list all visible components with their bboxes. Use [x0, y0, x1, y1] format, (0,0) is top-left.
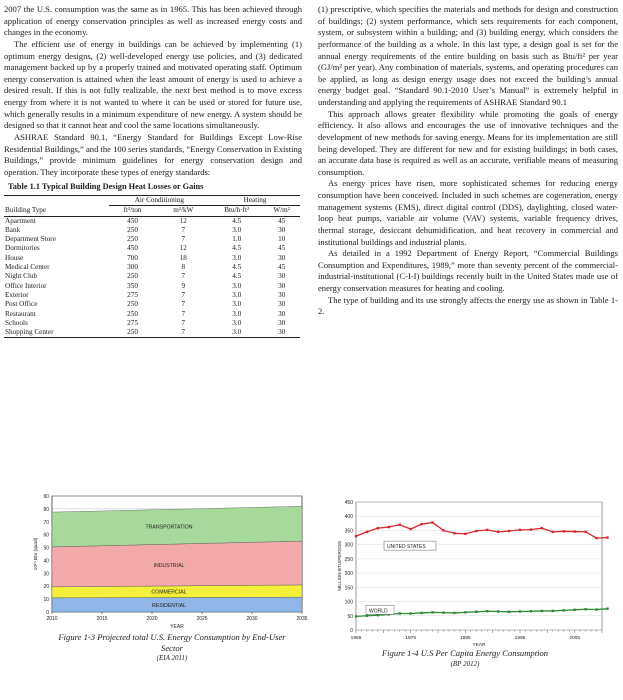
value-cell: 7 — [181, 235, 186, 244]
building-type-cell: Night Club — [5, 272, 38, 281]
figure-1-4-line-chart — [332, 494, 614, 648]
united-states-point — [420, 523, 422, 525]
value-cell: 8 — [181, 263, 186, 272]
series-label: COMMERCIAL — [151, 589, 187, 596]
y-tick-label: 20 — [43, 584, 49, 591]
left-column — [4, 4, 302, 338]
value-cell: 30 — [278, 281, 286, 290]
world-point — [584, 608, 586, 610]
world-point — [409, 612, 411, 614]
table-row — [4, 282, 300, 291]
value-cell: 250 — [127, 225, 138, 234]
united-states-point — [442, 529, 444, 531]
y-tick-label: 90 — [43, 494, 49, 500]
united-states-point — [399, 524, 401, 526]
x-tick-label: 1985 — [459, 636, 471, 641]
value-cell: 7 — [181, 272, 186, 281]
value-cell: 275 — [127, 318, 138, 327]
value-cell: 3.0 — [232, 225, 242, 234]
value-cell: 7 — [181, 300, 186, 309]
world-point — [541, 610, 543, 612]
table-row — [4, 216, 300, 226]
value-cell: 30 — [278, 253, 286, 262]
value-cell: 12 — [179, 244, 187, 253]
table-row — [4, 328, 300, 338]
x-tick-label: 2015 — [96, 616, 108, 622]
value-cell: 1.0 — [232, 235, 242, 244]
world-point — [519, 610, 521, 612]
paragraph: 2007 the U.S. consumption was the same as in 1965. This has been achieved through application of energy conservation principles as well as increased energy costs and changes in the economy. — [4, 4, 302, 38]
figure-1-4-caption: Figure 1-4 U.S Per Capita Energy Consumption — [381, 648, 549, 658]
united-states-point — [595, 537, 597, 539]
x-axis-label: YEAR — [170, 624, 184, 630]
column-header: W/m² — [273, 206, 290, 215]
column-header: ft²/ton — [123, 206, 142, 215]
united-states-point — [388, 526, 390, 528]
world-point — [464, 611, 466, 613]
y-tick-label: 200 — [344, 571, 353, 578]
figure-1-3-caption: Figure 1-3 Projected total U.S. Energy Consumption by End-User Sector — [58, 632, 286, 653]
value-cell: 4.5 — [232, 263, 242, 272]
legend-label: WORLD — [369, 608, 388, 615]
building-type-cell: Shopping Center — [5, 328, 54, 337]
value-cell: 7 — [181, 318, 186, 327]
legend-label: UNITED STATES — [387, 544, 426, 551]
value-cell: 45 — [278, 244, 286, 253]
table-row — [4, 319, 300, 328]
x-tick-label: 2005 — [569, 636, 581, 641]
value-cell: 7 — [181, 328, 186, 337]
heat-loss-table — [4, 195, 300, 338]
united-states-point — [552, 531, 554, 533]
world-point — [475, 611, 477, 613]
world-point — [573, 609, 575, 611]
paragraph: This approach allows greater flexibility while promoting the goals of energy efficiency. It also allows and encourages the use of innovative techniques and the development of new methods for saving energy. Means for its implementation are still being developed. They are different for new and for existing buildings; in both cases, an accurate data base is required as well as an accurate, verifiable means of measuring consumption. — [318, 108, 618, 177]
x-tick-label: 1975 — [405, 636, 417, 641]
paragraph: ASHRAE Standard 90.1, “Energy Standard for Buildings Except Low-Rise Residential Buildings,” and the 100 series standards, “Energy Conservation in Existing Buildings,” provide minimum guidelines for energy conservation design and operation. They incorporate these types of energy standards: — [4, 131, 302, 177]
building-type-cell: Medical Center — [5, 263, 50, 272]
value-cell: 450 — [127, 216, 138, 225]
world-point — [563, 609, 565, 611]
world-point — [497, 610, 499, 612]
united-states-point — [497, 531, 499, 533]
y-tick-label: 100 — [344, 599, 353, 606]
figure-1-4-source: (BP 2012) — [450, 659, 480, 668]
paragraph: As energy prices have risen, more sophisticated schemes for reducing energy consumption have been conceived. Included in such schemes are cogeneration, energy management systems (EMS), direct digital control (DDS), daylighting, closed water-loop heat pumps, variable air volume (VAV) systems, variable frequency drives, thermal storage, desiccant dehumidification, and heat recovery in commercial and institutional buildings and industrial plants. — [318, 178, 618, 247]
value-cell: 3.0 — [232, 281, 242, 290]
value-cell: 3.0 — [232, 309, 242, 318]
world-point — [508, 611, 510, 613]
united-states-point — [606, 536, 608, 538]
y-tick-label: 0 — [46, 610, 49, 616]
united-states-point — [508, 530, 510, 532]
y-tick-label: 40 — [43, 558, 49, 565]
y-axis-label: MILLION BTU/PERSON — [337, 541, 342, 591]
world-point — [486, 610, 488, 612]
paragraph: (1) prescriptive, which specifies the materials and methods for design and construction of buildings; (2) system performance, which sets requirements for each component, system, or subsystem within a building; and (3) building energy, which considers the performance of the building as a whole. In this last type, a design goal is set for the annual energy requirements of the entire building on basis such as Btu/ft² per year (GJ/m² per year). Any combination of materials, systems, and operating procedures can be applied, as long as design energy usage does not exceed the building’s annual energy budget goal. “Standard 90.1-2010 User’s Manual” is extremely helpful in understanding and applying the requirements of ASHRAE Standard 90.1 — [318, 4, 618, 107]
world-point — [366, 615, 368, 617]
united-states-point — [541, 527, 543, 529]
column-header: Btu/h·ft² — [224, 206, 250, 215]
value-cell: 45 — [278, 216, 286, 225]
y-tick-label: 300 — [344, 542, 353, 549]
y-tick-label: 250 — [344, 556, 353, 563]
group-header-heating: Heating — [210, 196, 300, 206]
figure-1-3-area-chart — [30, 490, 312, 630]
value-cell: 250 — [127, 272, 138, 281]
world-point — [453, 612, 455, 614]
y-tick-label: 150 — [344, 585, 353, 592]
world-point — [431, 611, 433, 613]
value-cell: 18 — [179, 253, 187, 262]
y-tick-label: 400 — [344, 514, 353, 521]
paragraph: The efficient use of energy in buildings can be achieved by implementing (1) optimum energy designs, (2) well-developed energy use policies, and (3) dedicated management backed up by a properly trained and motivated operating staff. Optimum energy conservation is attained when the least amount of energy is used to achieve a desired result. If this is not fully realizable, the next best method is to move excess energy from where it is not wanted to where it can be used or stored for future use, which generally results in a minimum expenditure of new energy. A system should be designed so that it cannot heat and cool the same locations simultaneously. — [4, 38, 302, 131]
x-tick-label: 2020 — [146, 616, 158, 622]
building-type-cell: House — [5, 253, 24, 262]
value-cell: 3.0 — [232, 318, 242, 327]
y-tick-label: 450 — [344, 500, 353, 506]
table-header-spacer — [4, 196, 109, 206]
value-cell: 275 — [127, 290, 138, 299]
value-cell: 9 — [181, 281, 186, 290]
world-point — [530, 610, 532, 612]
y-tick-label: 0 — [350, 628, 353, 634]
table-row — [4, 226, 300, 235]
united-states-point — [355, 535, 357, 537]
value-cell: 7 — [181, 309, 186, 318]
value-cell: 30 — [278, 328, 286, 337]
table-row — [4, 244, 300, 253]
united-states-point — [486, 529, 488, 531]
united-states-point — [573, 530, 575, 532]
building-type-cell: Department Store — [5, 235, 56, 244]
value-cell: 30 — [278, 272, 286, 281]
value-cell: 12 — [179, 216, 187, 225]
united-states-point — [377, 527, 379, 529]
world-point — [606, 607, 608, 609]
united-states-point — [563, 530, 565, 532]
table-row — [4, 263, 300, 272]
figure-1-3-source: (EIA 2011) — [156, 654, 188, 662]
x-tick-label: 1965 — [350, 636, 362, 641]
x-tick-label: 2010 — [46, 616, 58, 622]
world-point — [420, 612, 422, 614]
value-cell: 300 — [127, 263, 138, 272]
value-cell: 30 — [278, 309, 286, 318]
building-type-cell: Post Office — [5, 300, 38, 309]
y-tick-label: 80 — [43, 506, 49, 513]
value-cell: 45 — [278, 263, 286, 272]
value-cell: 700 — [127, 253, 138, 262]
united-states-point — [530, 528, 532, 530]
value-cell: 4.5 — [232, 272, 242, 281]
united-states-point — [519, 529, 521, 531]
united-states-point — [464, 533, 466, 535]
column-header: Building Type — [5, 206, 47, 215]
building-type-cell: Apartment — [5, 216, 36, 225]
united-states-point — [431, 521, 433, 523]
building-type-cell: Dormitories — [5, 244, 40, 253]
y-tick-label: 10 — [43, 597, 49, 604]
united-states-point — [475, 530, 477, 532]
table-body — [4, 216, 300, 338]
building-type-cell: Restaurant — [5, 309, 36, 318]
value-cell: 30 — [278, 318, 286, 327]
x-tick-label: 2030 — [246, 616, 258, 622]
table-title: Table 1.1 Typical Building Design Heat Losses or Gains — [8, 182, 204, 192]
united-states-point — [584, 531, 586, 533]
y-axis-label: 10¹⁵ Btu (quad) — [34, 537, 39, 571]
paragraph: The type of building and its use strongly affects the energy use as shown in Table 1-2. — [318, 294, 618, 317]
paragraph: As detailed in a 1992 Department of Energy Report, “Commercial Buildings Consumption and Expenditures, 1989,” more than seventy percent of the commercial-industrial-institutional (C-I-I) buildings recently built in the United States made use of energy conservation measures for heating and cooling. — [318, 248, 618, 293]
world-point — [552, 610, 554, 612]
y-tick-label: 30 — [43, 571, 49, 578]
value-cell: 30 — [278, 290, 286, 299]
table-row — [4, 310, 300, 319]
value-cell: 250 — [127, 328, 138, 337]
group-header-air-conditioning: Air Conditioning — [109, 196, 210, 206]
value-cell: 3.0 — [232, 290, 242, 299]
table-row — [4, 291, 300, 300]
table-row — [4, 235, 300, 244]
value-cell: 450 — [127, 244, 138, 253]
value-cell: 10 — [278, 235, 286, 244]
table-row — [4, 254, 300, 263]
series-label: TRANSPORTATION — [145, 524, 193, 531]
world-point — [399, 612, 401, 614]
table-row — [4, 272, 300, 281]
world-point — [355, 615, 357, 617]
value-cell: 30 — [278, 225, 286, 234]
value-cell: 250 — [127, 235, 138, 244]
value-cell: 4.5 — [232, 244, 242, 253]
building-type-cell: Exterior — [5, 290, 29, 299]
value-cell: 7 — [181, 225, 186, 234]
y-tick-label: 350 — [344, 528, 353, 535]
right-column — [318, 4, 618, 318]
building-type-cell: Bank — [5, 225, 21, 234]
table-row — [4, 300, 300, 309]
column-header: m²/kW — [173, 206, 194, 215]
x-axis-label: YEAR — [472, 643, 486, 648]
united-states-point — [366, 531, 368, 533]
building-type-cell: Schools — [5, 318, 28, 327]
series-label: RESIDENTIAL — [151, 602, 187, 609]
building-type-cell: Office Interior — [5, 281, 47, 290]
value-cell: 3.0 — [232, 300, 242, 309]
world-point — [442, 611, 444, 613]
value-cell: 350 — [127, 281, 138, 290]
figure-1-4-caption-block — [330, 648, 600, 669]
value-cell: 250 — [127, 300, 138, 309]
x-tick-label: 2035 — [296, 616, 308, 622]
value-cell: 3.0 — [232, 328, 242, 337]
x-tick-label: 1995 — [514, 636, 526, 641]
series-label: INDUSTRIAL — [153, 562, 185, 569]
x-tick-label: 2025 — [196, 616, 208, 622]
y-tick-label: 60 — [43, 532, 49, 539]
value-cell: 4.5 — [232, 216, 242, 225]
value-cell: 250 — [127, 309, 138, 318]
value-cell: 7 — [181, 290, 186, 299]
y-tick-label: 50 — [43, 545, 49, 552]
world-point — [595, 608, 597, 610]
y-tick-label: 50 — [347, 613, 353, 620]
y-tick-label: 70 — [43, 519, 49, 526]
united-states-point — [453, 532, 455, 534]
value-cell: 30 — [278, 300, 286, 309]
value-cell: 3.0 — [232, 253, 242, 262]
figure-1-3-caption-block — [52, 632, 292, 664]
united-states-point — [409, 528, 411, 530]
